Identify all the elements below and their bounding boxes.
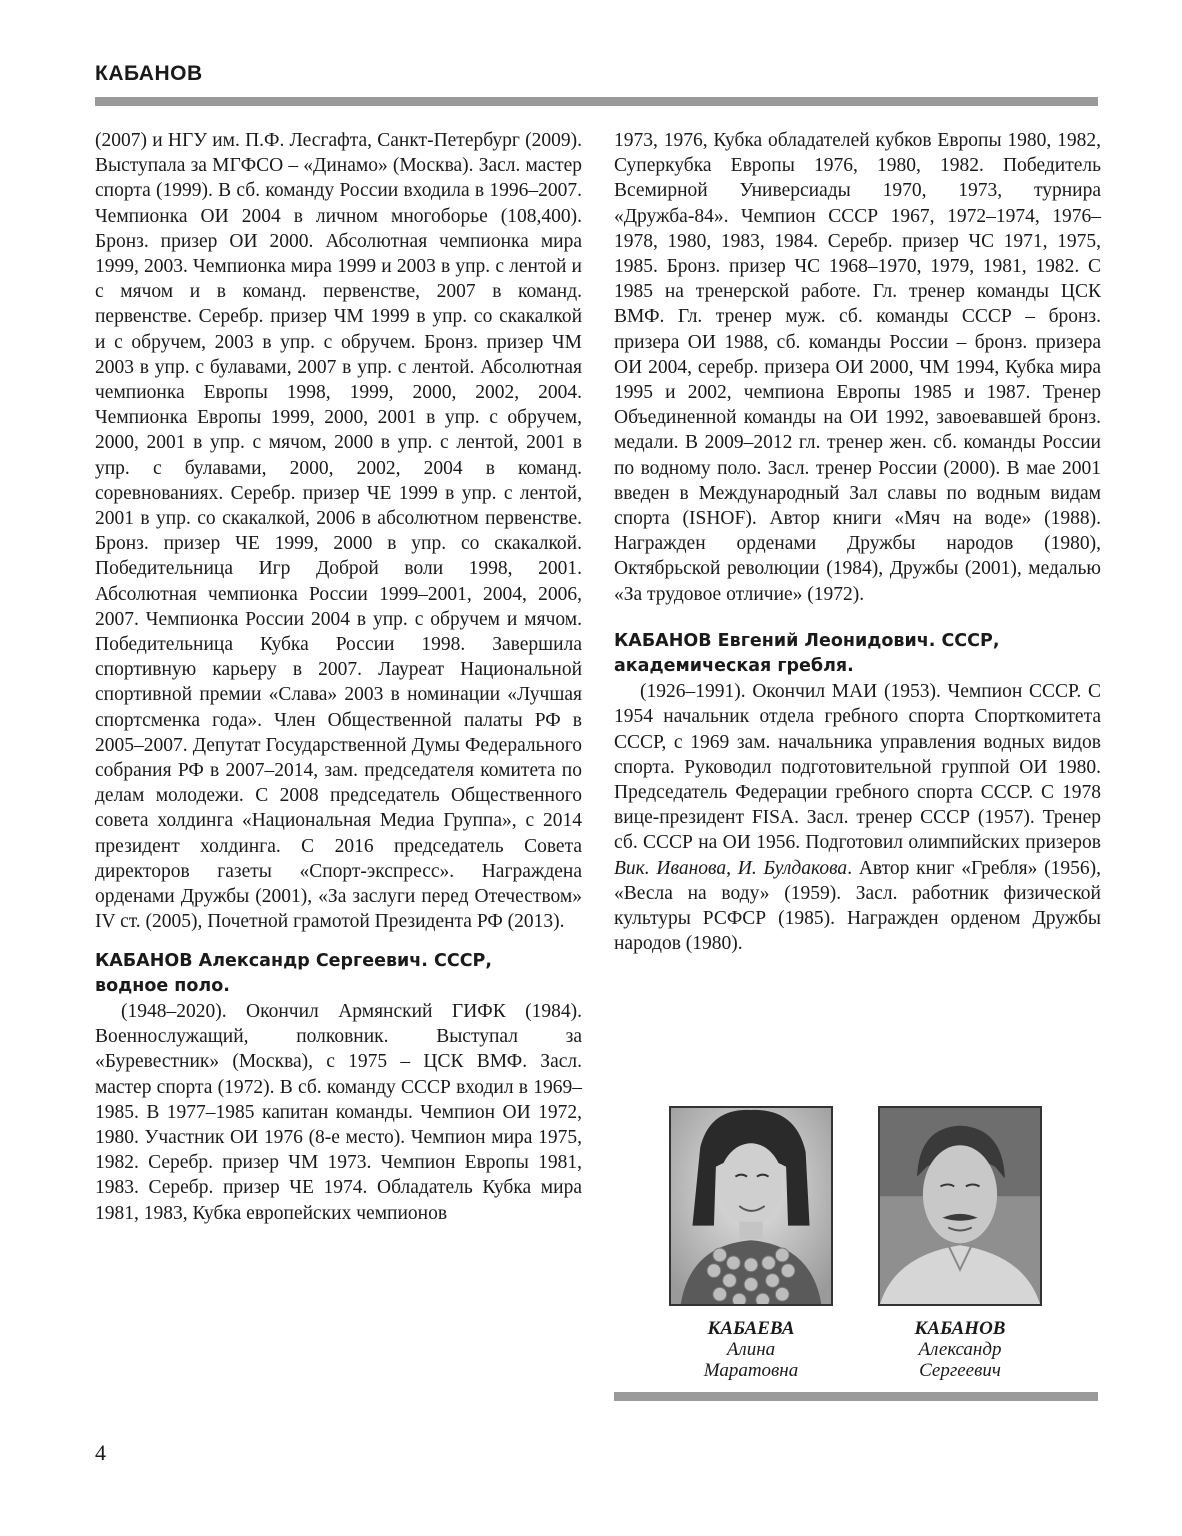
right-column: [614, 128, 1101, 957]
photo-block: [669, 1106, 1037, 1381]
caption-patronymic: Сергеевич: [919, 1360, 1001, 1381]
entry-heading-line: водное поло.: [95, 975, 230, 996]
caption-surname: КАБАЕВА: [707, 1318, 795, 1339]
caption-surname: КАБАНОВ: [914, 1318, 1006, 1339]
running-head: КАБАНОВ: [95, 62, 203, 85]
continuation-text: (2007) и НГУ им. П.Ф. Лесгафта, Санкт-Петербург (2009). Выступала за МГФСО – «Динамо» (Москва). Засл. мастер спорта (1999). В сб. команду России входила в 1996–2007. Чемпионка ОИ 2004 в личном многоборье (108,400). Бронз. призер ОИ 2000. Абсолютная чемпионка мира 1999, 2003. Чемпионка мира 1999 и 2003 в упр. с лентой и с мячом и в команд. первенстве, 2007 в команд. первенстве. Серебр. призер ЧМ 1999 в упр. со скакалкой и с обручем, 2003 в упр. с обручем. Бронз. призер ЧМ 2003 в упр. с булавами, 2007 в упр. с лентой. Абсолютная чемпионка Европы 1998, 1999, 2000, 2002, 2004. Чемпионка Европы 1999, 2000, 2001 в упр. с обручем, 2000, 2001 в упр. с мячом, 2000 в упр. с лентой, 2001 в упр. с булавами, 2000, 2002, 2004 в команд. соревнованиях. Серебр. призер ЧЕ 1999 в упр. с лентой, 2001 в упр. со скакалкой, 2006 в абсолютном первенстве. Бронз. призер ЧЕ 1999, 2000 в упр. со скакалкой. Победительница Игр Доброй воли 1998, 2001. Абсолютная чемпионка России 1999–2001, 2004, 2006, 2007. Чемпионка России 2004 в упр. с обручем и мячом. Победительница Кубка России 1998. Завершила спортивную карьеру в 2007. Лауреат Национальной спортивной премии «Слава» 2003 в номинации «Лучшая спортсменка года». Член Общественной палаты РФ в 2005–2007. Депутат Государственной Думы Федерального собрания РФ в 2007–2014, зам. председателя комитета по делам молодежи. С 2008 председатель Общественного совета холдинга «Национальная Медиа Группа», с 2014 президент холдинга. С 2016 председатель Совета директоров газеты «Спорт-экспресс». Награждена орденами Дружбы (2001), «За заслуги перед Отечеством» IV ст. (2005), Почетной грамотой Президента РФ (2013).: [95, 130, 582, 933]
continuation-text: 1973, 1976, Кубка обладателей кубков Европы 1980, 1982, Суперкубка Европы 1976, 1980, 1982. Победитель Всемирной Универсиады 1970, 1973, турнира «Дружба-84». Чемпион СССР 1967, 1972–1974, 1976–1978, 1980, 1983, 1984. Серебр. призер ЧС 1971, 1975, 1985. Бронз. призер ЧС 1968–1970, 1979, 1981, 1982. С 1985 на тренерской работе. Гл. тренер команды ЦСК ВМФ. Гл. тренер муж. сб. команды СССР – бронз. призера ОИ 1988, сб. команды России – бронз. призера ОИ 2004, серебр. призера ОИ 2000, ЧМ 1994, Кубка мира 1995 и 2002, чемпиона Европы 1985 и 1987. Тренер Объединенной команды на ОИ 1992, завоевавшей бронз. медали. В 2009–2012 гл. тренер жен. сб. команды России по водному поло. Засл. тренер России (2000). В мае 2001 введен в Международный Зал славы по водным видам спорта (ISHOF). Автор книги «Мяч на воде» (1988). Награжден орденами Дружбы народов (1980), Октябрьской революции (1984), Дружбы (2001), медалью «За трудовое отличие» (1972).: [614, 130, 1101, 605]
footer-rule: [614, 1392, 1098, 1401]
entry-text-part: . Автор книг «Гребля» (1956), «Весла на воду» (1959). Засл. работник физической культуры РСФСР (1985). Награжден орденом Дружбы народов (1980).: [614, 857, 1101, 955]
header-rule: [95, 97, 1098, 106]
caption-name: Алина: [726, 1339, 776, 1360]
entry-heading-line: КАБАНОВ Евгений Леонидович. СССР,: [614, 630, 1000, 651]
caption-name: Александр: [918, 1339, 1002, 1360]
entry-text-italic: Вик. Иванова, И. Булдакова: [614, 857, 848, 879]
entry-heading-line: КАБАНОВ Александр Сергеевич. СССР,: [95, 950, 493, 971]
entry-text-part: (1926–1991). Окончил МАИ (1953). Чемпион СССР. С 1954 начальник отдела гребного спорта Спорткомитета СССР, с 1969 зам. начальника управления водных видов спорта. Руководил подготовительной группой ОИ 1980. Председатель Федерации гребного спорта СССР. С 1978 вице-президент FISA. Засл. тренер СССР (1957). Тренер сб. СССР на ОИ 1956. Подготовил олимпийских призеров: [614, 681, 1101, 854]
photo-caption: [870, 1318, 1050, 1381]
left-column: [95, 128, 582, 1226]
portrait-man-icon: [878, 1106, 1042, 1306]
entry-heading-line: академическая гребля.: [614, 656, 854, 677]
entry-text: [614, 679, 1101, 956]
entry-text: (1948–2020). Окончил Армянский ГИФК (1984). Военнослужащий, полковник. Выступал за «Буревестник» (Москва), с 1975 – ЦСК ВМФ. Засл. мастер спорта (1972). В сб. команду СССР входил в 1969–1985. В 1977–1985 капитан команды. Чемпион ОИ 1972, 1980. Участник ОИ 1976 (8-е место). Чемпион мира 1975, 1982. Серебр. призер ЧМ 1973. Чемпион Европы 1981, 1983. Серебр. призер ЧЕ 1974. Обладатель Кубка мира 1981, 1983, Кубка европейских чемпионов: [95, 1000, 582, 1224]
caption-patronymic: Маратовна: [703, 1360, 799, 1381]
entry-heading: [95, 949, 582, 999]
entry-heading: [614, 629, 1101, 679]
portrait-woman-icon: [669, 1106, 833, 1306]
photo-caption: [661, 1318, 841, 1381]
page-number: 4: [95, 1440, 106, 1465]
